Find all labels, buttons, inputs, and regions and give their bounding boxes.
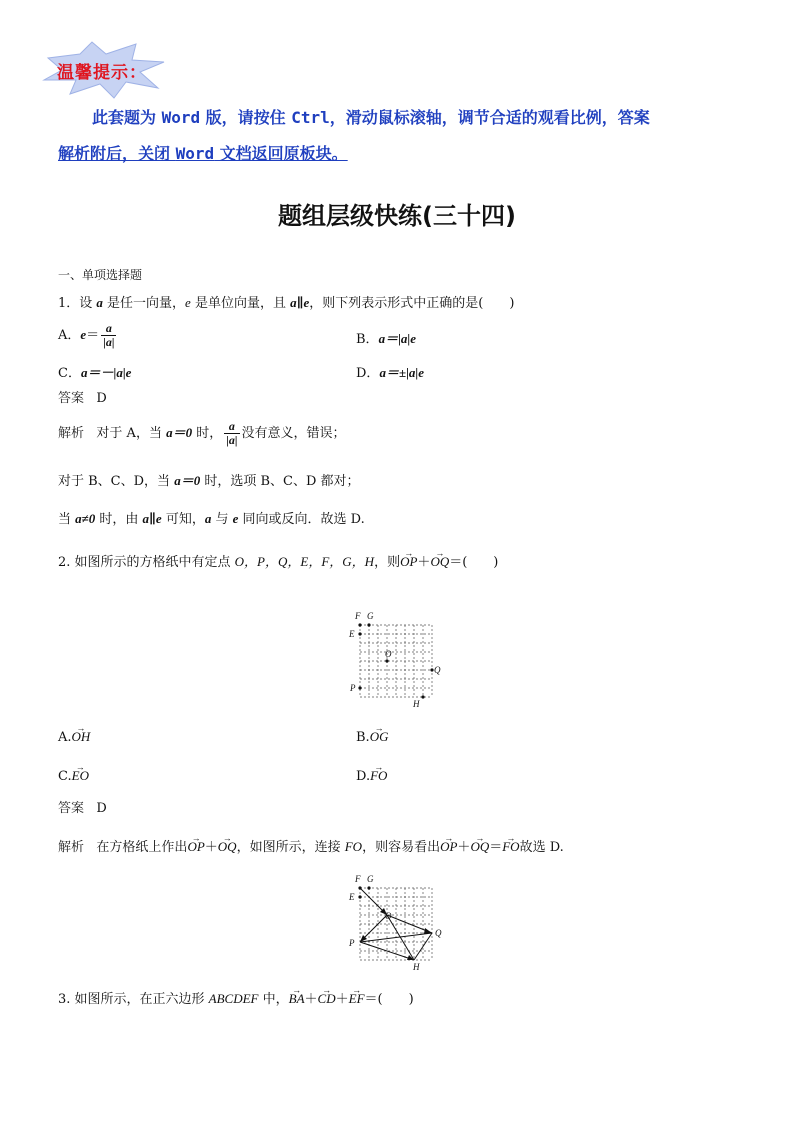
label-G-2: G [367, 874, 374, 884]
q2-option-d[interactable]: D.→ FO [356, 767, 387, 786]
q2-option-a[interactable]: A.→ OH [58, 728, 90, 747]
q3-stem: 3. 如图所示，在正六边形 ABCDEF 中，→ BA＋→ CD＋→ EF＝( ) [58, 990, 414, 1009]
tip-title: 温馨提示： [57, 63, 147, 83]
tip-notice [58, 100, 748, 172]
label-Q: Q [434, 665, 441, 675]
q1-analysis-line1: 解析 对于 A，当 a＝0 时， $\frac{a}{|a|}$ 没有意义，错误； [58, 419, 346, 447]
q2-option-b[interactable]: B.→ OG [356, 728, 388, 747]
label-E: E [349, 629, 355, 639]
label-E-2: E [349, 892, 355, 902]
q1-option-b[interactable]: B．a＝|a|e [356, 331, 417, 347]
q2-stem: 2. 如图所示的方格纸中有定点 O，P，Q，E，F，G，H，则→ OP＋→ OQ＝( ) [58, 553, 498, 572]
label-G: G [367, 611, 374, 621]
q2-answer: 答案 D [58, 801, 107, 816]
q1-option-a[interactable]: A．e＝ $\frac{a}{|a|}$ [58, 321, 115, 349]
tip-notice-line1: 此套题为 Word 版，请按住 Ctrl，滑动鼠标滚轴，调节合适的观看比例，答案 [92, 108, 650, 127]
label-F: F [355, 611, 361, 621]
label-P-2: P [349, 938, 355, 948]
q2-analysis-figure [340, 868, 450, 976]
label-H-2: H [413, 962, 420, 972]
q2-option-c[interactable]: C.→ EO [58, 767, 89, 786]
label-P: P [350, 683, 356, 693]
q1-option-c[interactable]: C．a＝－|a|e [58, 365, 132, 381]
q1-analysis-line3: 当 a≠0 时，由 a∥e 可知，a 与 e 同向或反向．故选 D. [58, 511, 365, 527]
label-F-2: F [355, 874, 361, 884]
section-heading: 一、单项选择题 [58, 268, 143, 282]
q1-option-d[interactable]: D．a＝±|a|e [356, 365, 425, 381]
q2-grid-figure [340, 605, 445, 710]
label-O-2: O [385, 911, 392, 921]
q1-analysis-line2: 对于 B、C、D，当 a＝0 时，选项 B、C、D 都对； [58, 473, 360, 489]
label-H: H [413, 699, 420, 709]
tip-notice-line2: 解析附后，关闭 Word 文档返回原板块。 [58, 144, 348, 163]
q1-stem: 1．设 a 是任一向量，e 是单位向量，且 a∥e，则下列表示形式中正确的是( ) [58, 295, 515, 311]
q1-answer: 答案 D [58, 391, 107, 406]
label-Q-2: Q [435, 928, 442, 938]
page-title: 题组层级快练(三十四) [278, 202, 516, 230]
q2-analysis: 解析 在方格纸上作出→ OP＋→ OQ，如图所示，连接 FO，则容易看出→ OP＋→ OQ＝→ FO故选 D. [58, 838, 564, 857]
label-O: O [385, 649, 392, 659]
